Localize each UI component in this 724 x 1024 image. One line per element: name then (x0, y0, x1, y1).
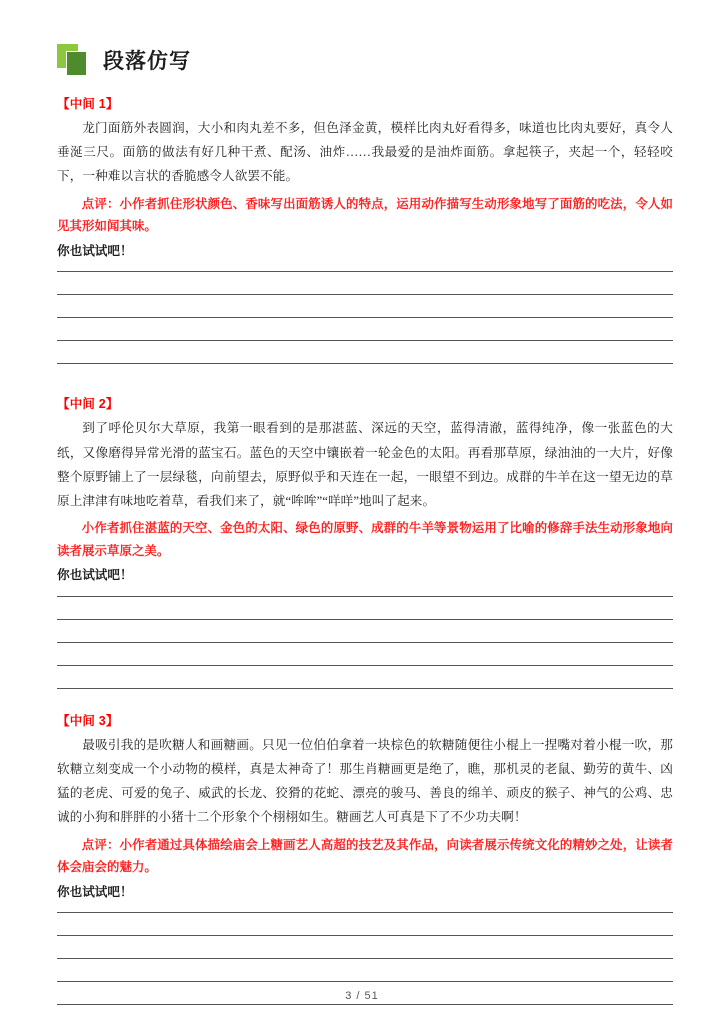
writing-line[interactable] (57, 643, 673, 666)
section-prompt-text: 你也试试吧！ (57, 243, 133, 258)
square-front-shape (66, 51, 87, 76)
writing-line[interactable] (57, 620, 673, 643)
section-body-text: 最吸引我的是吹糖人和画糖画。只见一位伯伯拿着一块棕色的软糖随便往小棍上一捏嘴对着小棍一吹，那软糖立刻变成一个小动物的模样，真是太神奇了！那生肖糖画更是绝了，瞧，那机灵的老鼠、勤劳的黄牛、凶猛的老虎、可爱的兔子、威武的长龙、狡猾的花蛇、漂亮的骏马、善良的绵羊、顽皮的猴子、神气的公鸡、忠诚的小狗和胖胖的小猪十二个形象个个栩栩如生。糖画艺人可真是下了不少功夫啊！ (57, 737, 673, 825)
section-middle-2 (57, 394, 673, 689)
section-middle-3 (57, 711, 673, 1006)
writing-lines[interactable] (57, 271, 673, 364)
section-prompt-text: 你也试试吧！ (57, 568, 133, 583)
section-body-text: 到了呼伦贝尔大草原，我第一眼看到的是那湛蓝、深远的天空，蓝得清澈，蓝得纯净，像一张蓝色的大纸，又像磨得异常光滑的蓝宝石。蓝色的天空中镶嵌着一轮金色的太阳。再看那草原，绿油油的一大片，好像整个原野铺上了一层绿毯，向前望去，原野似乎和天连在一起，一眼望不到边。成群的牛羊在这一望无边的草原上津津有味地吃着草，看我们来了，就“哞哞”“咩咩”地叫了起来。 (57, 421, 673, 508)
writing-line[interactable] (57, 936, 673, 959)
document-header (57, 40, 673, 82)
writing-line[interactable] (57, 295, 673, 318)
section-comment-text: 点评：小作者抓住形状颜色、香味写出面筋诱人的特点，运用动作描写生动形象地写了面筋的吃法，令人如见其形如闻其味。 (57, 196, 673, 234)
page-footer (0, 990, 724, 1002)
writing-lines[interactable] (57, 596, 673, 689)
writing-line[interactable] (57, 318, 673, 341)
writing-line[interactable] (57, 596, 673, 620)
writing-line[interactable] (57, 341, 673, 364)
section-comment-text: 小作者抓住湛蓝的天空、金色的太阳、绿色的原野、成群的牛羊等景物运用了比喻的修辞手法生动形象地向读者展示草原之美。 (57, 521, 673, 558)
section-prompt-text: 你也试试吧！ (57, 884, 133, 899)
section-label: 【中间 3】 (57, 713, 119, 728)
double-square-icon (57, 44, 91, 78)
section-spacer (57, 368, 673, 394)
section-middle-1 (57, 94, 673, 364)
section-spacer (57, 693, 673, 711)
section-body-text: 龙门面筋外表圆润，大小和肉丸差不多，但色泽金黄，模样比肉丸好看得多，味道也比肉丸要好，真令人垂涎三尺。面筋的做法有好几种干煮、配汤、油炸……我最爱的是油炸面筋。拿起筷子，夹起一个，轻轻咬下，一种难以言状的香脆感令人欲罢不能。 (57, 121, 673, 184)
section-comment-text: 点评：小作者通过具体描绘庙会上糖画艺人高超的技艺及其作品，向读者展示传统文化的精妙之处，让读者体会庙会的魅力。 (57, 837, 673, 875)
page-indicator: 3 / 51 (345, 990, 379, 1002)
writing-line[interactable] (57, 666, 673, 689)
writing-line[interactable] (57, 959, 673, 982)
writing-line[interactable] (57, 912, 673, 936)
section-label: 【中间 2】 (57, 397, 119, 412)
writing-line[interactable] (57, 271, 673, 295)
page-title: 段落仿写 (103, 49, 191, 73)
section-label: 【中间 1】 (57, 97, 119, 111)
document-content (57, 40, 673, 1009)
